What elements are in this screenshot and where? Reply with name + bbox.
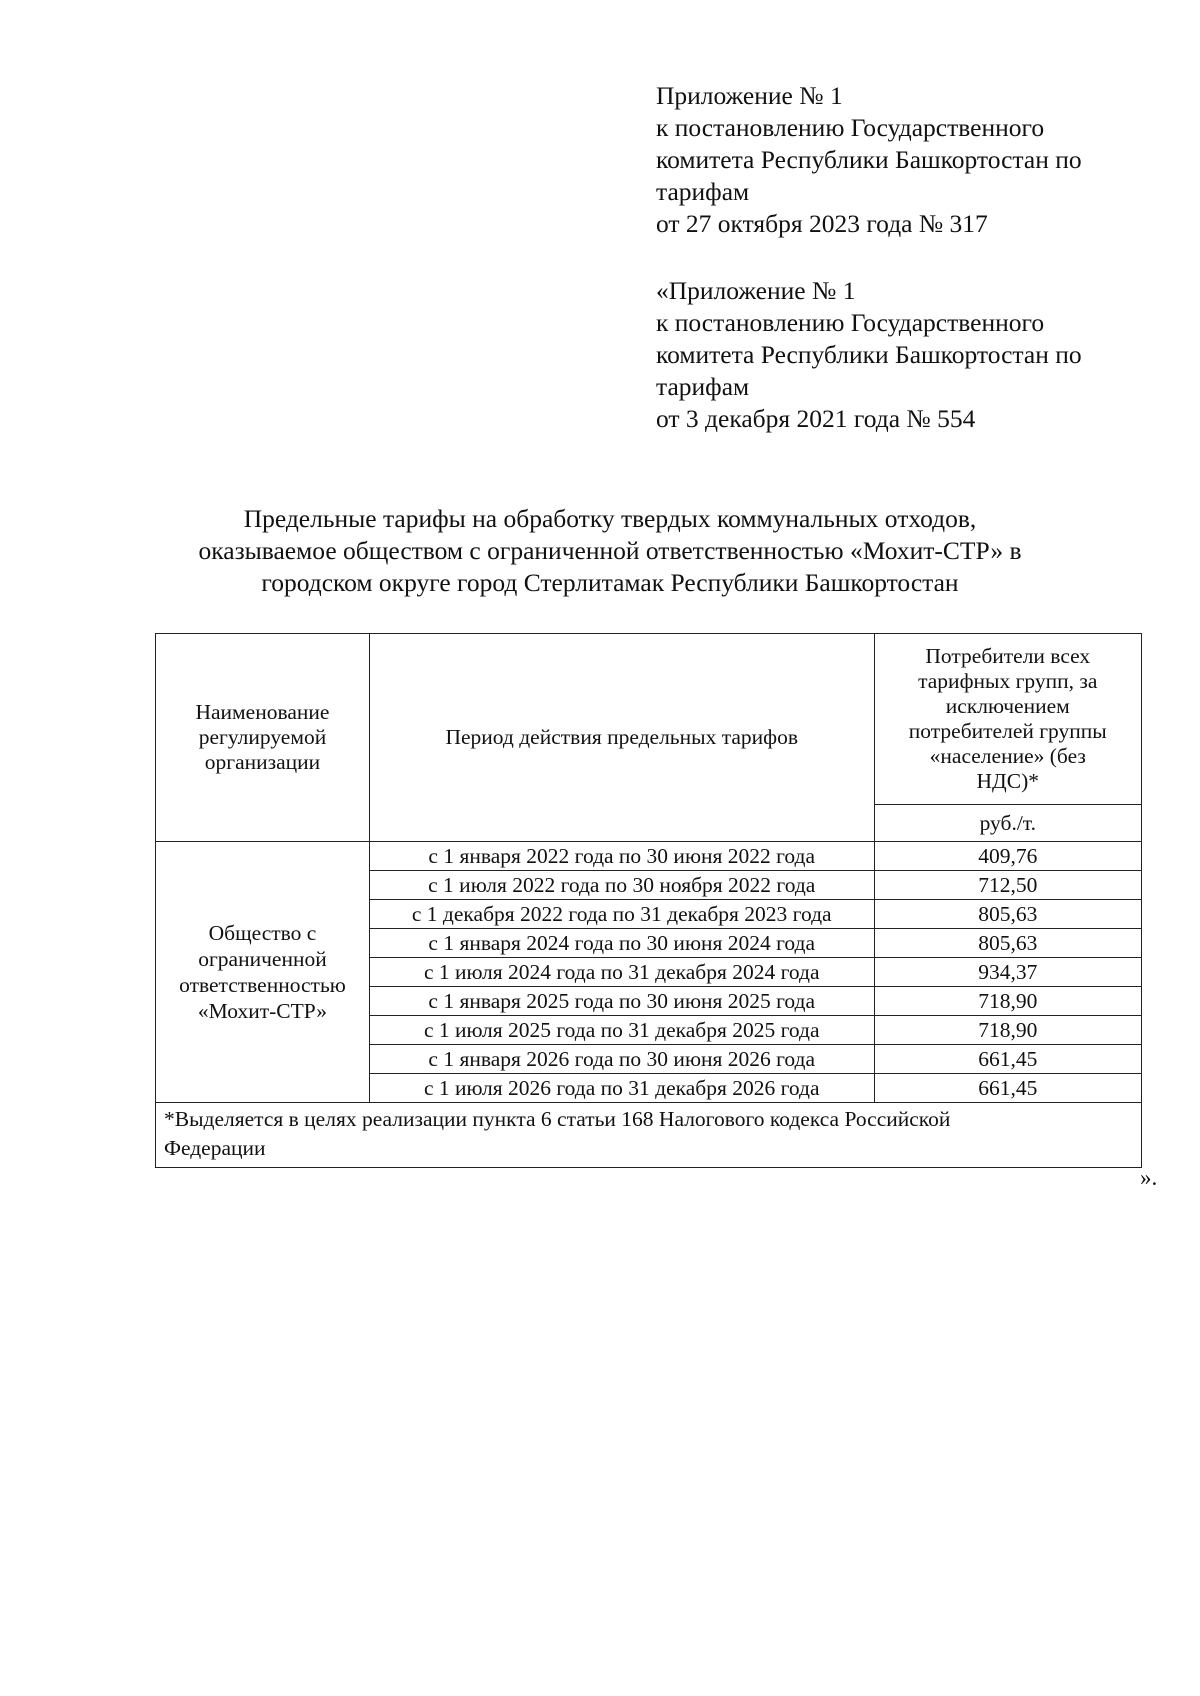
tariff-value-cell: 718,90 xyxy=(874,987,1141,1016)
appendix-header-previous xyxy=(656,275,1176,435)
appendix-line: комитета Республики Башкортостан по xyxy=(656,340,1082,369)
header-organization xyxy=(156,634,370,842)
header-unit: руб./т. xyxy=(874,805,1141,842)
tariff-value-cell: 805,63 xyxy=(874,900,1141,929)
appendix-line: «Приложение № 1 xyxy=(656,276,856,305)
organization-line: Общество с xyxy=(208,921,317,945)
appendix-header-current xyxy=(656,80,1176,240)
title-line: Предельные тарифы на обработку твердых коммунальных отходов, xyxy=(243,504,977,533)
appendix-line: от 27 октября 2023 года № 317 xyxy=(656,209,988,238)
header-consumers-line: Потребители всех xyxy=(925,644,1091,668)
period-cell: с 1 января 2022 года по 30 июня 2022 года xyxy=(369,842,874,871)
header-consumers-line: исключением xyxy=(945,694,1070,718)
footnote-row xyxy=(156,1103,1142,1168)
footnote-line: Федерации xyxy=(164,1136,266,1160)
period-cell: с 1 января 2026 года по 30 июня 2026 года xyxy=(369,1045,874,1074)
organization-name-cell xyxy=(156,842,370,1103)
tariff-table xyxy=(155,633,1142,1168)
closing-quote-mark: ». xyxy=(1140,1165,1158,1190)
header-consumers xyxy=(874,634,1141,805)
period-cell: с 1 июля 2024 года по 31 декабря 2024 года xyxy=(369,958,874,987)
header-consumers-line: НДС)* xyxy=(976,769,1039,793)
tariff-value-cell: 934,37 xyxy=(874,958,1141,987)
header-org-line: Наименование xyxy=(195,700,330,724)
tariff-value-cell: 661,45 xyxy=(874,1045,1141,1074)
title-line: городском округе город Стерлитамак Республики Башкортостан xyxy=(261,568,959,597)
header-consumers-line: «население» (без xyxy=(929,744,1086,768)
period-cell: с 1 июля 2025 года по 31 декабря 2025 года xyxy=(369,1016,874,1045)
appendix-line: тарифам xyxy=(656,177,750,206)
period-cell: с 1 июля 2026 года по 31 декабря 2026 года xyxy=(369,1074,874,1103)
period-cell: с 1 декабря 2022 года по 31 декабря 2023 года xyxy=(369,900,874,929)
tariff-value-cell: 805,63 xyxy=(874,929,1141,958)
period-cell: с 1 января 2025 года по 30 июня 2025 года xyxy=(369,987,874,1016)
footnote-line: *Выделяется в целях реализации пункта 6 статьи 168 Налогового кодекса Российской xyxy=(164,1107,951,1131)
header-consumers-line: потребителей группы xyxy=(908,719,1107,743)
tariff-value-cell: 661,45 xyxy=(874,1074,1141,1103)
appendix-line: к постановлению Государственного xyxy=(656,113,1045,142)
header-org-line: регулируемой xyxy=(198,725,327,749)
appendix-line: комитета Республики Башкортостан по xyxy=(656,145,1082,174)
title-line: оказываемое обществом с ограниченной ответственностью «Мохит-СТР» в xyxy=(198,536,1022,565)
organization-line: ответственностью xyxy=(179,973,346,997)
header-org-line: организации xyxy=(204,750,321,774)
period-cell: с 1 июля 2022 года по 30 ноября 2022 года xyxy=(369,871,874,900)
footnote-cell xyxy=(156,1103,1142,1168)
header-period: Период действия предельных тарифов xyxy=(369,634,874,842)
appendix-line: Приложение № 1 xyxy=(656,81,843,110)
tariff-value-cell: 718,90 xyxy=(874,1016,1141,1045)
table-row xyxy=(156,842,1142,871)
document-title xyxy=(150,503,1070,599)
period-cell: с 1 января 2024 года по 30 июня 2024 года xyxy=(369,929,874,958)
tariff-value-cell: 712,50 xyxy=(874,871,1141,900)
appendix-line: от 3 декабря 2021 года № 554 xyxy=(656,404,976,433)
header-consumers-line: тарифных групп, за xyxy=(918,669,1098,693)
tariff-value-cell: 409,76 xyxy=(874,842,1141,871)
appendix-line: к постановлению Государственного xyxy=(656,308,1045,337)
appendix-line: тарифам xyxy=(656,372,750,401)
organization-line: ограниченной xyxy=(198,947,327,971)
organization-line: «Мохит-СТР» xyxy=(197,999,327,1023)
